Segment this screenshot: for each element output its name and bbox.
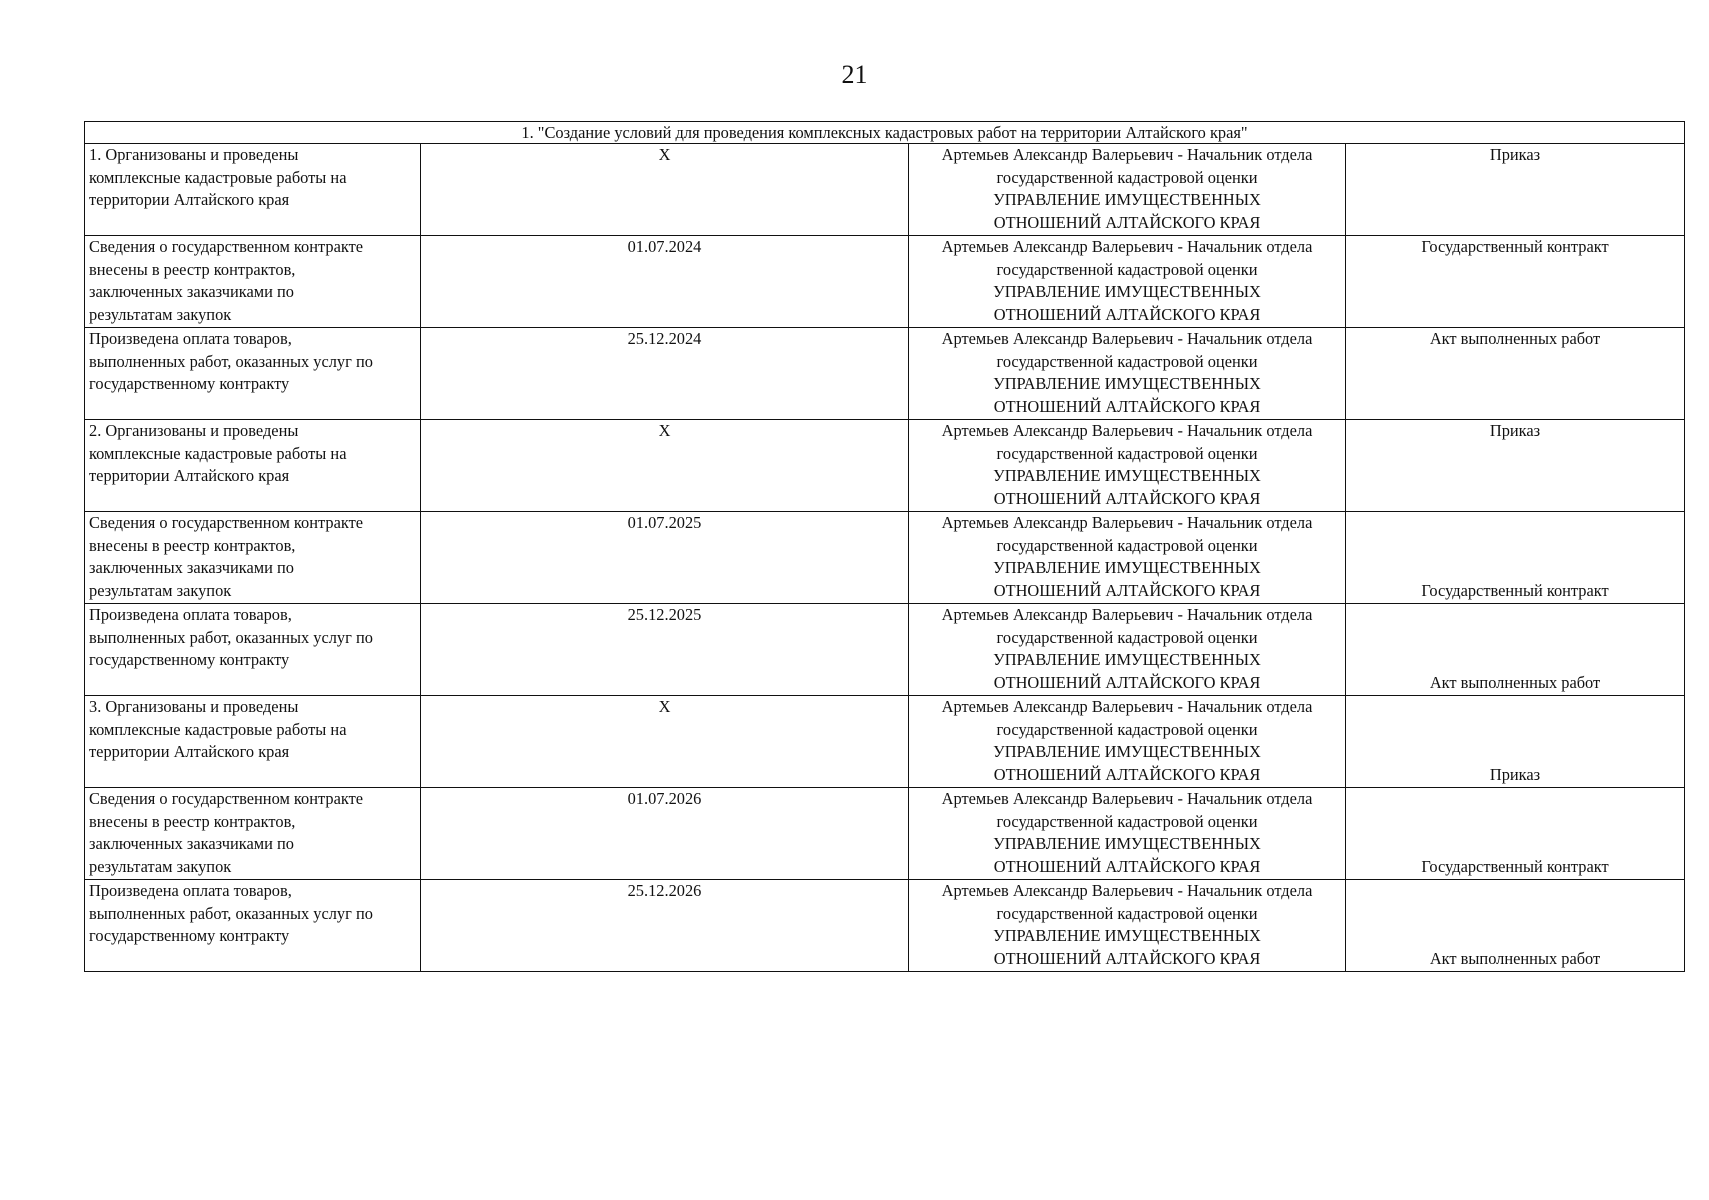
responsible-line: Артемьев Александр Валерьевич - Начальник отдела	[941, 421, 1313, 440]
event-name-cell	[85, 512, 421, 604]
responsible-line: УПРАВЛЕНИЕ ИМУЩЕСТВЕННЫХ	[993, 926, 1261, 946]
table-row	[85, 512, 1685, 604]
event-name-line: внесены в реестр контрактов,	[89, 811, 296, 831]
event-name-line: 3. Организованы и проведены	[89, 697, 299, 716]
event-name-line: Произведена оплата товаров,	[89, 605, 292, 624]
responsible-line: ОТНОШЕНИЙ АЛТАЙСКОГО КРАЯ	[993, 764, 1261, 784]
event-name-line: 2. Организованы и проведены	[89, 421, 299, 440]
event-name-cell	[85, 236, 421, 328]
event-name-line: результатам закупок	[89, 580, 232, 600]
responsible-line: ОТНОШЕНИЙ АЛТАЙСКОГО КРАЯ	[993, 304, 1261, 324]
event-name-line: комплексные кадастровые работы на	[89, 443, 347, 463]
event-name-line: результатам закупок	[89, 304, 232, 324]
responsible-line: государственной кадастровой оценки	[996, 627, 1258, 647]
deadline-cell: 25.12.2025	[421, 604, 909, 696]
event-name-line: территории Алтайского края	[89, 742, 290, 762]
event-name-line: внесены в реестр контрактов,	[89, 535, 296, 555]
document-type-cell: Приказ	[1346, 696, 1685, 788]
responsible-line: УПРАВЛЕНИЕ ИМУЩЕСТВЕННЫХ	[993, 282, 1261, 302]
responsible-cell	[909, 788, 1346, 880]
document-type-cell: Акт выполненных работ	[1346, 880, 1685, 972]
table-row	[85, 144, 1685, 236]
event-name-cell	[85, 420, 421, 512]
responsible-line: ОТНОШЕНИЙ АЛТАЙСКОГО КРАЯ	[993, 488, 1261, 508]
event-name-line: заключенных заказчиками по	[89, 834, 294, 854]
responsible-line: Артемьев Александр Валерьевич - Начальник отдела	[941, 237, 1313, 256]
deadline-cell: X	[421, 696, 909, 788]
plan-table	[84, 121, 1685, 972]
event-name-line: государственному контракту	[89, 926, 290, 946]
responsible-line: Артемьев Александр Валерьевич - Начальник отдела	[941, 145, 1313, 164]
responsible-line: государственной кадастровой оценки	[996, 167, 1258, 187]
event-name-line: комплексные кадастровые работы на	[89, 719, 347, 739]
event-name-line: территории Алтайского края	[89, 190, 290, 210]
responsible-line: ОТНОШЕНИЙ АЛТАЙСКОГО КРАЯ	[993, 212, 1261, 232]
event-name-cell	[85, 328, 421, 420]
event-name-line: государственному контракту	[89, 650, 290, 670]
event-name-line: Сведения о государственном контракте	[89, 513, 364, 532]
event-name-line: Произведена оплата товаров,	[89, 329, 292, 348]
responsible-line: Артемьев Александр Валерьевич - Начальник отдела	[941, 329, 1313, 348]
responsible-line: УПРАВЛЕНИЕ ИМУЩЕСТВЕННЫХ	[993, 190, 1261, 210]
event-name-line: комплексные кадастровые работы на	[89, 167, 347, 187]
responsible-line: государственной кадастровой оценки	[996, 811, 1258, 831]
document-type-cell: Государственный контракт	[1346, 236, 1685, 328]
responsible-line: ОТНОШЕНИЙ АЛТАЙСКОГО КРАЯ	[993, 580, 1261, 600]
document-type-cell: Приказ	[1346, 144, 1685, 236]
section-header-row	[85, 122, 1685, 144]
responsible-cell	[909, 236, 1346, 328]
event-name-cell	[85, 880, 421, 972]
responsible-line: Артемьев Александр Валерьевич - Начальник отдела	[941, 605, 1313, 624]
event-name-line: внесены в реестр контрактов,	[89, 259, 296, 279]
responsible-line: УПРАВЛЕНИЕ ИМУЩЕСТВЕННЫХ	[993, 834, 1261, 854]
responsible-line: ОТНОШЕНИЙ АЛТАЙСКОГО КРАЯ	[993, 672, 1261, 692]
document-type-cell: Приказ	[1346, 420, 1685, 512]
responsible-line: государственной кадастровой оценки	[996, 443, 1258, 463]
responsible-cell	[909, 328, 1346, 420]
event-name-cell	[85, 144, 421, 236]
responsible-line: ОТНОШЕНИЙ АЛТАЙСКОГО КРАЯ	[993, 396, 1261, 416]
responsible-line: государственной кадастровой оценки	[996, 535, 1258, 555]
responsible-line: государственной кадастровой оценки	[996, 259, 1258, 279]
event-name-line: заключенных заказчиками по	[89, 282, 294, 302]
document-type-cell: Акт выполненных работ	[1346, 604, 1685, 696]
event-name-line: Сведения о государственном контракте	[89, 237, 364, 256]
deadline-cell: 25.12.2026	[421, 880, 909, 972]
document-type-cell: Акт выполненных работ	[1346, 328, 1685, 420]
event-name-cell	[85, 696, 421, 788]
event-name-line: выполненных работ, оказанных услуг по	[89, 903, 373, 923]
section-title: 1. "Создание условий для проведения комплексных кадастровых работ на территории Алтайского края"	[85, 122, 1685, 144]
responsible-line: УПРАВЛЕНИЕ ИМУЩЕСТВЕННЫХ	[993, 466, 1261, 486]
plan-table-body	[85, 122, 1685, 972]
responsible-line: государственной кадастровой оценки	[996, 351, 1258, 371]
deadline-cell: 25.12.2024	[421, 328, 909, 420]
event-name-line: выполненных работ, оказанных услуг по	[89, 627, 373, 647]
event-name-line: 1. Организованы и проведены	[89, 145, 299, 164]
responsible-line: УПРАВЛЕНИЕ ИМУЩЕСТВЕННЫХ	[993, 742, 1261, 762]
event-name-line: государственному контракту	[89, 374, 290, 394]
deadline-cell: 01.07.2026	[421, 788, 909, 880]
responsible-line: ОТНОШЕНИЙ АЛТАЙСКОГО КРАЯ	[993, 948, 1261, 968]
responsible-line: Артемьев Александр Валерьевич - Начальник отдела	[941, 789, 1313, 808]
deadline-cell: 01.07.2025	[421, 512, 909, 604]
responsible-line: государственной кадастровой оценки	[996, 719, 1258, 739]
responsible-cell	[909, 696, 1346, 788]
responsible-line: ОТНОШЕНИЙ АЛТАЙСКОГО КРАЯ	[993, 856, 1261, 876]
table-row	[85, 236, 1685, 328]
event-name-line: Произведена оплата товаров,	[89, 881, 292, 900]
table-row	[85, 328, 1685, 420]
responsible-line: УПРАВЛЕНИЕ ИМУЩЕСТВЕННЫХ	[993, 374, 1261, 394]
page-number: 21	[841, 60, 868, 89]
event-name-line: выполненных работ, оказанных услуг по	[89, 351, 373, 371]
table-row	[85, 788, 1685, 880]
responsible-line: УПРАВЛЕНИЕ ИМУЩЕСТВЕННЫХ	[993, 650, 1261, 670]
responsible-cell	[909, 512, 1346, 604]
deadline-cell: 01.07.2024	[421, 236, 909, 328]
responsible-cell	[909, 604, 1346, 696]
responsible-cell	[909, 880, 1346, 972]
document-type-cell: Государственный контракт	[1346, 512, 1685, 604]
responsible-line: Артемьев Александр Валерьевич - Начальник отдела	[941, 513, 1313, 532]
responsible-line: государственной кадастровой оценки	[996, 903, 1258, 923]
table-row	[85, 604, 1685, 696]
table-row	[85, 420, 1685, 512]
deadline-cell: X	[421, 420, 909, 512]
document-type-cell: Государственный контракт	[1346, 788, 1685, 880]
event-name-line: Сведения о государственном контракте	[89, 789, 364, 808]
event-name-cell	[85, 604, 421, 696]
table-row	[85, 696, 1685, 788]
event-name-line: территории Алтайского края	[89, 466, 290, 486]
table-row	[85, 880, 1685, 972]
event-name-line: результатам закупок	[89, 856, 232, 876]
responsible-cell	[909, 420, 1346, 512]
deadline-cell: X	[421, 144, 909, 236]
responsible-cell	[909, 144, 1346, 236]
event-name-line: заключенных заказчиками по	[89, 558, 294, 578]
responsible-line: Артемьев Александр Валерьевич - Начальник отдела	[941, 881, 1313, 900]
event-name-cell	[85, 788, 421, 880]
responsible-line: Артемьев Александр Валерьевич - Начальник отдела	[941, 697, 1313, 716]
responsible-line: УПРАВЛЕНИЕ ИМУЩЕСТВЕННЫХ	[993, 558, 1261, 578]
